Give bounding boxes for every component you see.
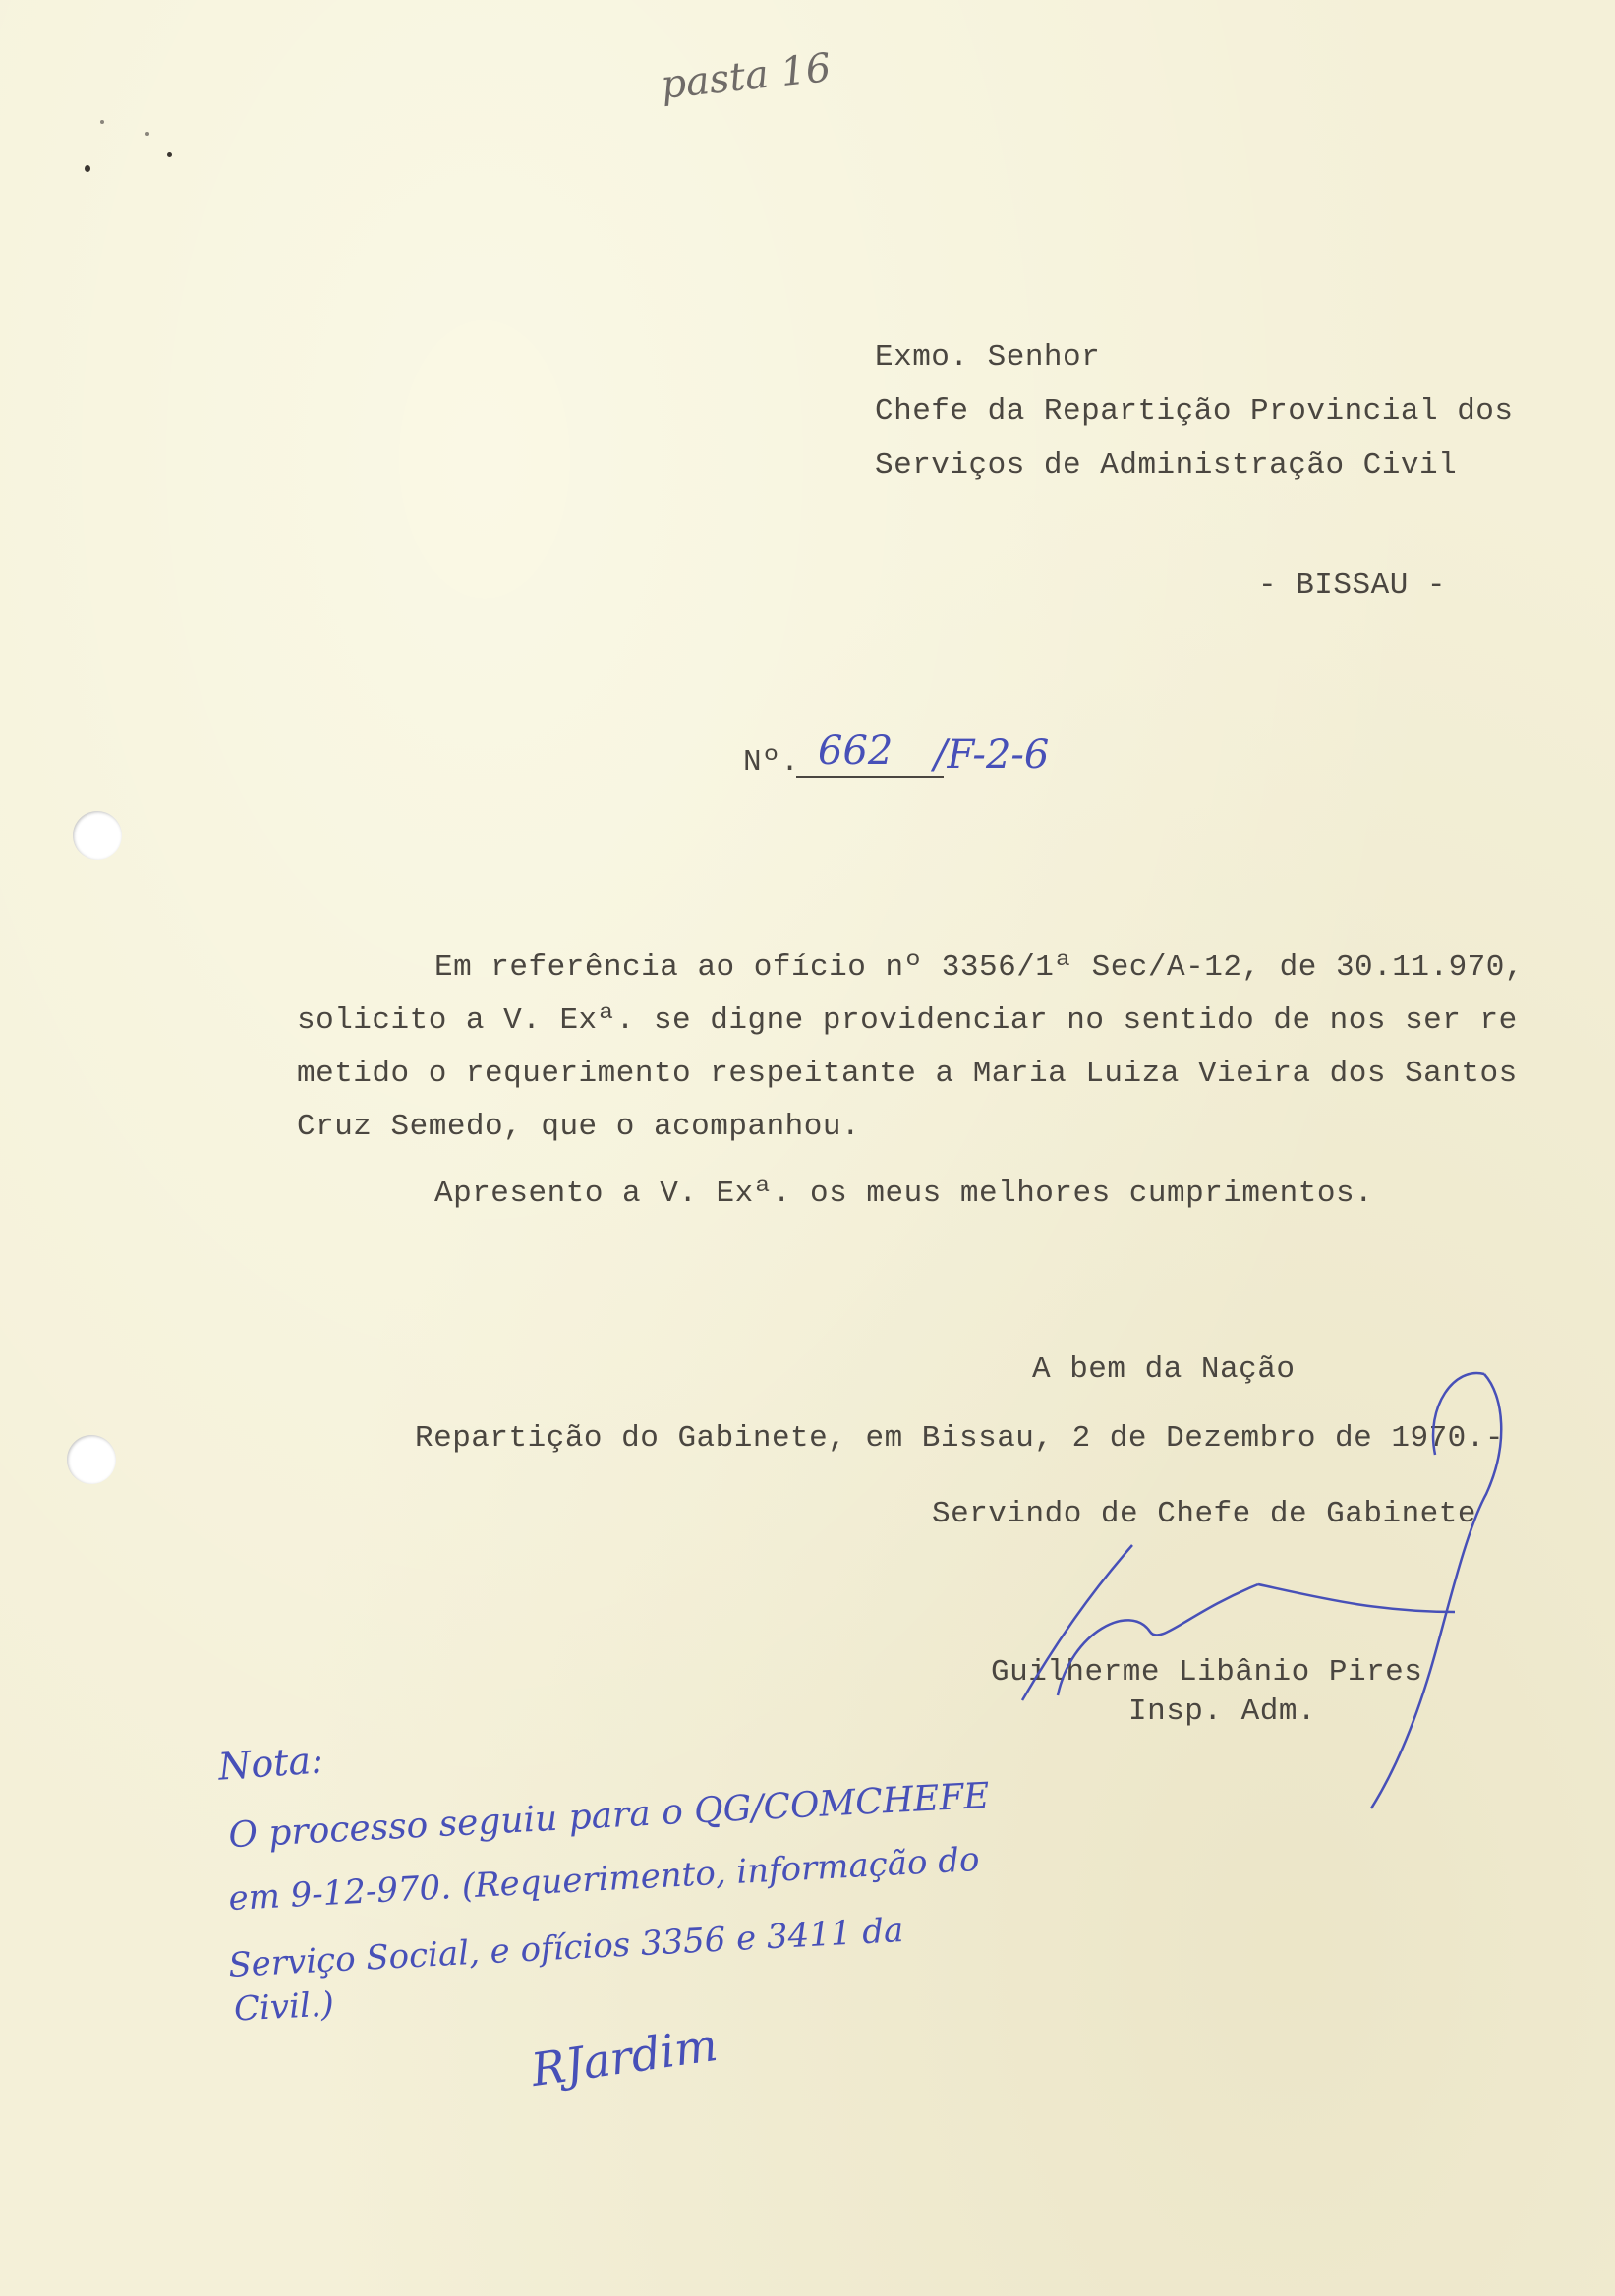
closing-salutation: A bem da Nação bbox=[1032, 1352, 1296, 1387]
addressee-line-3: Serviços de Administração Civil bbox=[875, 448, 1458, 483]
addressee-line-1: Exmo. Senhor bbox=[875, 340, 1101, 374]
pencil-note: pasta 16 bbox=[659, 45, 834, 108]
body-paragraph-2: Apresento a V. Exª. os meus melhores cumprimentos. bbox=[434, 1177, 1374, 1211]
reference-prefix: Nº. bbox=[743, 745, 800, 779]
note-line-5: Civil.) bbox=[233, 1984, 335, 2030]
reference-code: /F-2-6 bbox=[934, 732, 1050, 777]
note-line-2: O processo seguiu para o QG/COMCHEFE bbox=[227, 1775, 991, 1857]
note-line-3: em 9-12-970. (Requerimento, informação do bbox=[227, 1840, 981, 1919]
note-line-4: Serviço Social, e ofícios 3356 e 3411 da bbox=[227, 1911, 905, 1985]
body-line-3: metido o requerimento respeitante a Maria Luiza Vieira dos Santos bbox=[297, 1057, 1518, 1091]
body-line-4: Cruz Semedo, que o acompanhou. bbox=[297, 1110, 861, 1144]
signer-title: Insp. Adm. bbox=[1128, 1694, 1317, 1729]
body-line-1: Em referência ao ofício nº 3356/1ª Sec/A-12, de 30.11.970, bbox=[434, 950, 1524, 985]
body-line-2: solicito a V. Exª. se digne providenciar no sentido de nos ser re bbox=[297, 1004, 1518, 1038]
reference-number: 662 bbox=[818, 728, 894, 774]
closing-role: Servindo de Chefe de Gabinete bbox=[932, 1497, 1476, 1531]
note-line-1: Nota: bbox=[216, 1738, 325, 1789]
closing-place-date: Repartição do Gabinete, em Bissau, 2 de Dezembro de 1970.- bbox=[415, 1421, 1504, 1456]
addressee-city: - BISSAU - bbox=[1258, 568, 1447, 603]
addressee-line-2: Chefe da Repartição Provincial dos bbox=[875, 394, 1514, 429]
note-initials: RJardim bbox=[528, 2018, 721, 2096]
signer-name: Guilherme Libânio Pires bbox=[991, 1655, 1423, 1690]
